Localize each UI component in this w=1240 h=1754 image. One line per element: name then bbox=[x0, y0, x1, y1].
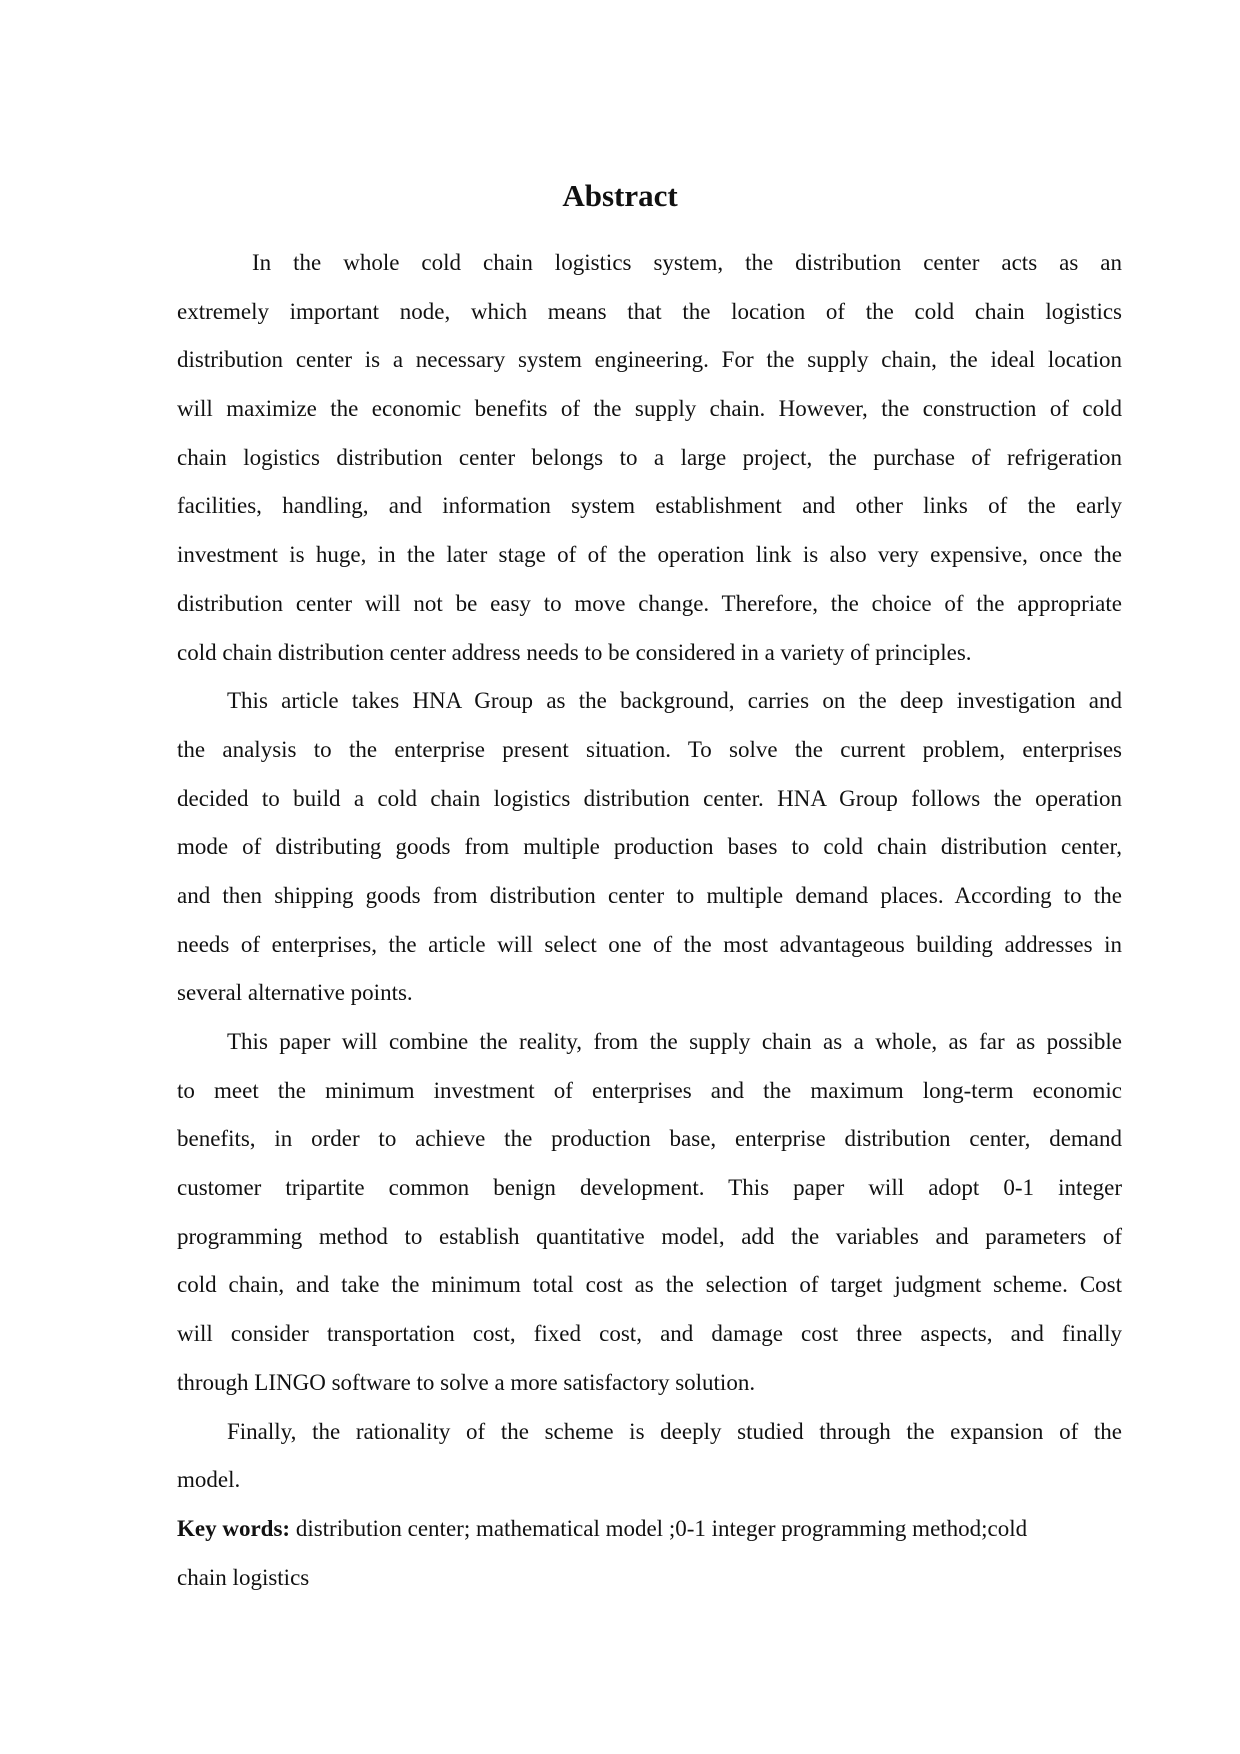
text-line: will consider transportation cost, fixed cost, and damage cost three aspects, and finally bbox=[177, 1321, 1122, 1347]
text-line: needs of enterprises, the article will select one of the most advantageous building addresses in bbox=[177, 931, 1122, 957]
text-line: distribution center is a necessary system engineering. For the supply chain, the ideal location bbox=[177, 347, 1122, 373]
text-line: will maximize the economic benefits of the supply chain. However, the construction of cold bbox=[177, 396, 1122, 422]
keywords-line-2: chain logistics bbox=[177, 1564, 310, 1590]
text-line: to meet the minimum investment of enterprises and the maximum long-term economic bbox=[177, 1077, 1122, 1103]
text-line: In the whole cold chain logistics system, the distribution center acts as an bbox=[252, 250, 1122, 275]
text-line: and then shipping goods from distribution center to multiple demand places. According to the bbox=[177, 882, 1122, 908]
text-line: customer tripartite common benign development. This paper will adopt 0-1 integer bbox=[177, 1175, 1122, 1201]
text-line: This article takes HNA Group as the background, carries on the deep investigation and bbox=[227, 688, 1122, 714]
keywords-text: distribution center; mathematical model ;0-1 integer programming method;cold bbox=[290, 1515, 1028, 1541]
text-line: Finally, the rationality of the scheme is deeply studied through the expansion of the bbox=[227, 1418, 1122, 1444]
keywords-line bbox=[177, 1505, 1122, 1554]
paragraph bbox=[177, 1018, 1122, 1408]
text-line: distribution center will not be easy to move change. Therefore, the choice of the appropriate bbox=[177, 590, 1122, 616]
abstract-title: Abstract bbox=[562, 178, 678, 213]
text-line: investment is huge, in the later stage of of the operation link is also very expensive, once the bbox=[177, 542, 1122, 568]
text-line: extremely important node, which means that the location of the cold chain logistics bbox=[177, 298, 1122, 324]
text-line: facilities, handling, and information system establishment and other links of the early bbox=[177, 493, 1122, 519]
text-line: model. bbox=[177, 1467, 241, 1493]
text-line: chain logistics distribution center belongs to a large project, the purchase of refrigeration bbox=[177, 444, 1122, 470]
paragraph bbox=[177, 1408, 1122, 1505]
text-line: mode of distributing goods from multiple production bases to cold chain distribution center, bbox=[177, 834, 1122, 860]
text-line: decided to build a cold chain logistics distribution center. HNA Group follows the operation bbox=[177, 785, 1122, 811]
text-line: through LINGO software to solve a more satisfactory solution. bbox=[177, 1369, 756, 1395]
keywords-label: Key words: bbox=[177, 1515, 291, 1541]
text-line: cold chain distribution center address needs to be considered in a variety of principles. bbox=[177, 639, 972, 665]
text-line: programming method to establish quantitative model, add the variables and parameters of bbox=[177, 1223, 1122, 1249]
text-line: This paper will combine the reality, from the supply chain as a whole, as far as possible bbox=[227, 1029, 1122, 1054]
text-line: cold chain, and take the minimum total cost as the selection of target judgment scheme. Cost bbox=[177, 1272, 1122, 1298]
paragraph bbox=[177, 239, 1122, 677]
paragraph bbox=[177, 677, 1122, 1018]
text-line: several alternative points. bbox=[177, 980, 413, 1006]
text-line: the analysis to the enterprise present situation. To solve the current problem, enterprises bbox=[177, 736, 1122, 762]
text-line: benefits, in order to achieve the production base, enterprise distribution center, demand bbox=[177, 1126, 1122, 1152]
abstract-body bbox=[177, 239, 1122, 1602]
